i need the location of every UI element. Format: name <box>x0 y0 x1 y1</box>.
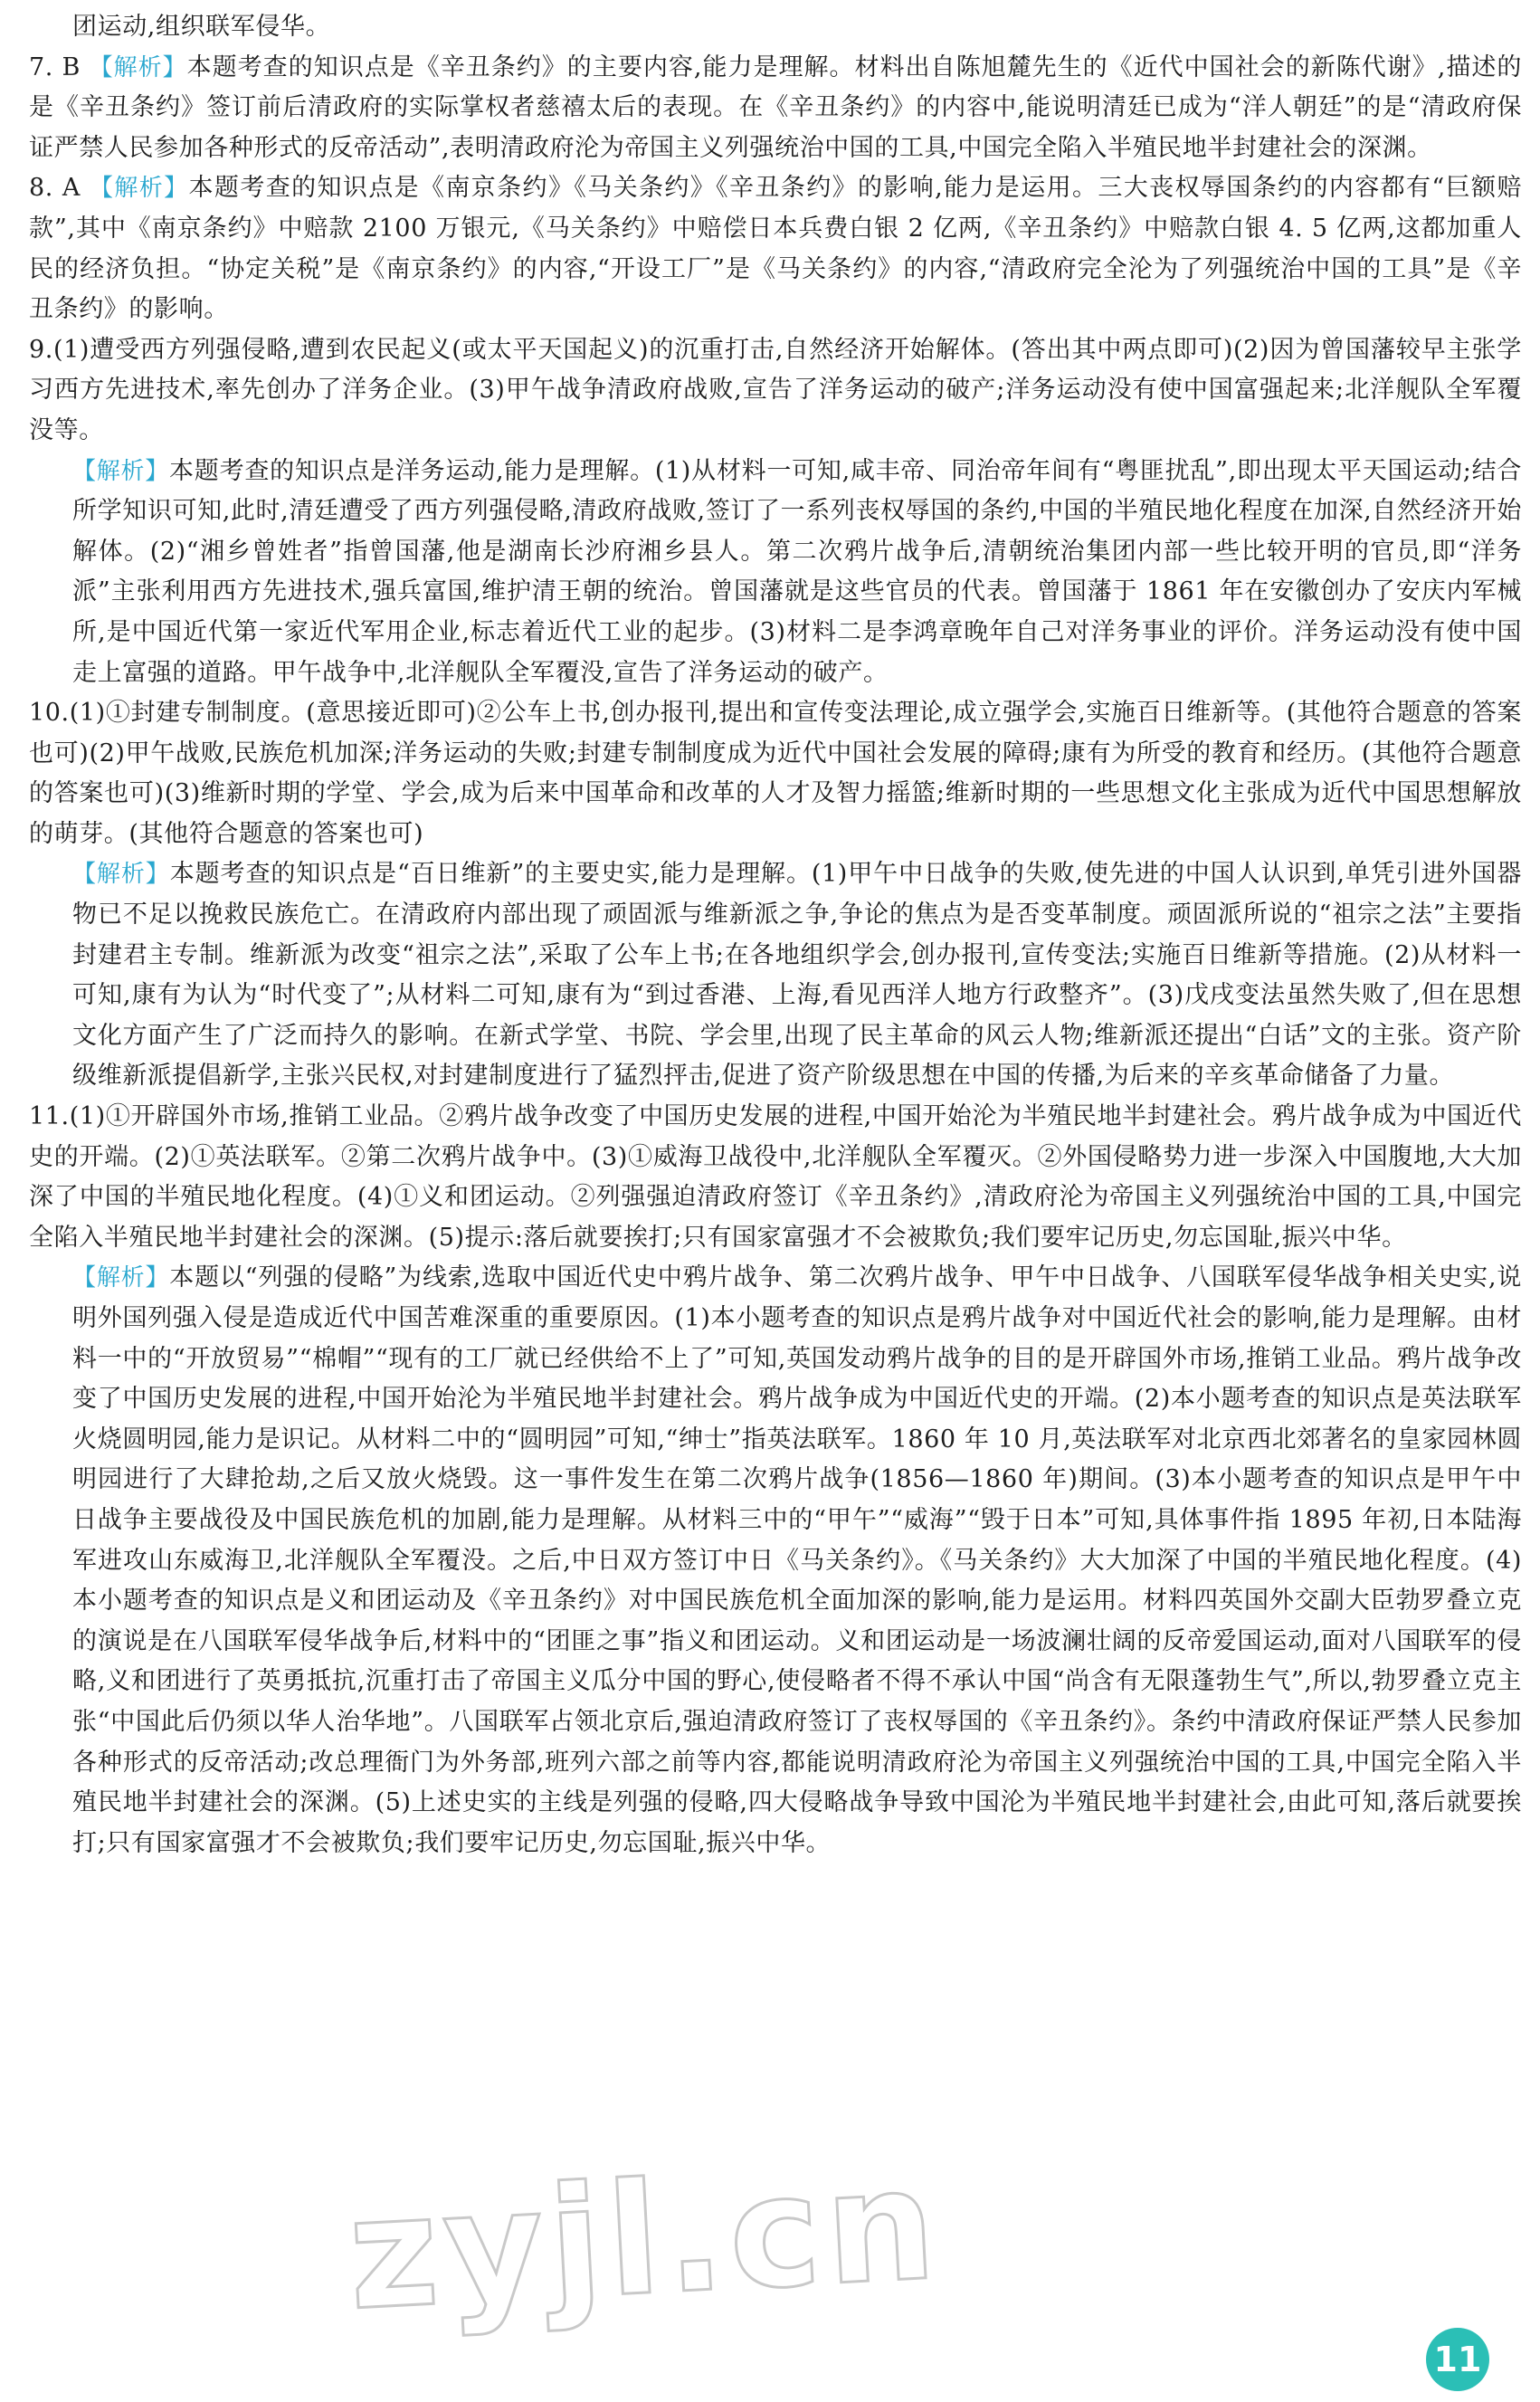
analysis-text: 本题以“列强的侵略”为线索,选取中国近代史中鸦片战争、第二次鸦片战争、甲午中日战争、八国联军侵华战争相关史实,说明外国列强入侵是造成近代中国苦难深重的重要原因。(1)本小题考查的知识点是鸦片战争对中国近代社会的影响,能力是理解。由材料一中的“开放贸易”“棉帽”“现有的工厂就已经供给不上了”可知,英国发动鸦片战争的目的是开辟国外市场,推销工业品。鸦片战争改变了中国历史发展的进程,中国开始沦为半殖民地半封建社会。鸦片战争成为中国近代史的开端。(2)本小题考查的知识点是英法联军火烧圆明园,能力是识记。从材料二中的“圆明园”可知,“绅士”指英法联军。1860 年 10 月,英法联军对北京西北郊著名的皇家园林圆明园进行了大肆抢劫,之后又放火烧毁。这一事件发生在第二次鸦片战争(1856—1860 年)期间。(3)本小题考查的知识点是甲午中日战争主要战役及中国民族危机的加剧,能力是理解。从材料三中的“甲午”“威海”“毁于日本”可知,具体事件指 1895 年初,日本陆海军进攻山东威海卫,北洋舰队全军覆没。之后,中日双方签订中日《马关条约》。《马关条约》大大加深了中国的半殖民地化程度。(4)本小题考查的知识点是义和团运动及《辛丑条约》对中国民族危机全面加深的影响,能力是运用。材料四英国外交副大臣勃罗叠立克的演说是在八国联军侵华战争后,材料中的“团匪之事”指义和团运动。义和团运动是一场波澜壮阔的反帝爱国运动,面对八国联军的侵略,义和团进行了英勇抵抗,沉重打击了帝国主义瓜分中国的野心,使侵略者不得不承认中国“尚含有无限蓬勃生气”,所以,勃罗叠立克主张“中国此后仍须以华人治华地”。八国联军占领北京后,强迫清政府签订了丧权辱国的《辛丑条约》。条约中清政府保证严禁人民参加各种形式的反帝活动;改总理衙门为外务部,班列六部之前等内容,都能说明清政府沦为帝国主义列强统治中国的工具,中国完全陷入半殖民地半封建社会的深渊。(5)上述史实的主线是列强的侵略,四大侵略战争导致中国沦为半殖民地半封建社会,由此可知,落后就要挨打;只有国家富强才不会被欺负;我们要牢记历史,勿忘国耻,振兴中华。 <box>72 1263 1522 1857</box>
question-number: 9. <box>29 335 53 364</box>
analysis-text: 本题考查的知识点是《辛丑条约》的主要内容,能力是理解。材料出自陈旭麓先生的《近代中国社会的新陈代谢》,描述的是《辛丑条约》签订前后清政府的实际掌权者慈禧太后的表现。在《辛丑条约》的内容中,能说明清廷已成为“洋人朝廷”的是“清政府保证严禁人民参加各种形式的反帝活动”,表明清政府沦为帝国主义列强统治中国的工具,中国完全陷入半殖民地半封建社会的深渊。 <box>29 52 1522 162</box>
answer-text: (1)①开辟国外市场,推销工业品。②鸦片战争改变了中国历史发展的进程,中国开始沦为半殖民地半封建社会。鸦片战争成为中国近代史的开端。(2)①英法联军。②第二次鸦片战争中。(3)①威海卫战役中,北洋舰队全军覆灭。②外国侵略势力进一步深入中国腹地,大大加深了中国的半殖民地化程度。(4)①义和团运动。②列强强迫清政府签订《辛丑条约》,清政府沦为帝国主义列强统治中国的工具,中国完全陷入半殖民地半封建社会的深渊。(5)提示:落后就要挨打;只有国家富强才不会被欺负;我们要牢记历史,勿忘国耻,振兴中华。 <box>29 1102 1522 1252</box>
question-number: 8. A <box>29 174 81 203</box>
analysis-q9 <box>29 452 1522 694</box>
analysis-label: 【解析】 <box>90 175 189 203</box>
analysis-text: 本题考查的知识点是《南京条约》《马关条约》《辛丑条约》的影响,能力是运用。三大丧权辱国条约的内容都有“巨额赔款”,其中《南京条约》中赔款 2100 万银元,《马关条约》中赔偿日本兵费白银 2 亿两,《辛丑条约》中赔款白银 4. 5 亿两,这都加重人民的经济负担。“协定关税”是《南京条约》的内容,“开设工厂”是《马关条约》的内容,“清政府完全沦为了列强统治中国的工具”是《辛丑条约》的影响。 <box>29 174 1522 324</box>
analysis-q10 <box>29 854 1522 1097</box>
answer-content <box>29 7 1522 1863</box>
answer-q9 <box>29 330 1522 452</box>
question-number: 10. <box>29 699 70 728</box>
answer-text: (1)遭受西方列强侵略,遭到农民起义(或太平天国起义)的沉重打击,自然经济开始解体。(答出其中两点即可)(2)因为曾国藩较早主张学习西方先进技术,率先创办了洋务企业。(3)甲午战争清政府战败,宣告了洋务运动的破产;洋务运动没有使中国富强起来;北洋舰队全军覆没等。 <box>29 335 1522 444</box>
analysis-text: 本题考查的知识点是“百日维新”的主要史实,能力是理解。(1)甲午中日战争的失败,使先进的中国人认识到,单凭引进外国器物已不足以挽救民族危亡。在清政府内部出现了顽固派与维新派之争,争论的焦点为是否变革制度。顽固派所说的“祖宗之法”主要指封建君主专制。维新派为改变“祖宗之法”,采取了公车上书;在各地组织学会,创办报刊,宣传变法;实施百日维新等措施。(2)从材料一可知,康有为认为“时代变了”;从材料二可知,康有为“到过香港、上海,看见西洋人地方行政整齐”。(3)戊戌变法虽然失败了,但在思想文化方面产生了广泛而持久的影响。在新式学堂、书院、学会里,出现了民主革命的风云人物;维新派还提出“白话”文的主张。资产阶级维新派提倡新学,主张兴民权,对封建制度进行了猛烈抨击,促进了资产阶级思想在中国的传播,为后来的辛亥革命储备了力量。 <box>72 860 1522 1091</box>
answer-q10 <box>29 693 1522 854</box>
previous-answer-tail: 团运动,组织联军侵华。 <box>72 13 331 41</box>
question-number: 11. <box>29 1102 70 1131</box>
answer-q11 <box>29 1097 1522 1258</box>
page-number-badge: 11 <box>1426 2328 1489 2391</box>
analysis-label: 【解析】 <box>89 53 187 81</box>
analysis-text: 本题考查的知识点是洋务运动,能力是理解。(1)从材料一可知,咸丰帝、同治帝年间有“粤匪扰乱”,即出现太平天国运动;结合所学知识可知,此时,清廷遭受了西方列强侵略,清政府战败,签订了一系列丧权辱国的条约,中国的半殖民地化程度在加深,自然经济开始解体。(2)“湘乡曾姓者”指曾国藩,他是湖南长沙府湘乡县人。第二次鸦片战争后,清朝统治集团内部一些比较开明的官员,即“洋务派”主张利用西方先进技术,强兵富国,维护清王朝的统治。曾国藩就是这些官员的代表。曾国藩于 1861 年在安徽创办了安庆内军械所,是中国近代第一家近代军用企业,标志着近代工业的起步。(3)材料二是李鸿章晚年自己对洋务事业的评价。洋务运动没有使中国走上富强的道路。甲午战争中,北洋舰队全军覆没,宣告了洋务运动的破产。 <box>72 456 1522 687</box>
analysis-label: 【解析】 <box>72 1264 170 1292</box>
answer-text: (1)①封建专制制度。(意思接近即可)②公车上书,创办报刊,提出和宣传变法理论,成立强学会,实施百日维新等。(其他符合题意的答案也可)(2)甲午战败,民族危机加深;洋务运动的失败;封建专制制度成为近代中国社会发展的障碍;康有为所受的教育和经历。(其他符合题意的答案也可)(3)维新时期的学堂、学会,成为后来中国革命和改革的人才及智力摇篮;维新时期的一些思想文化主张成为近代中国思想解放的萌芽。(其他符合题意的答案也可) <box>29 699 1522 848</box>
analysis-label: 【解析】 <box>72 861 170 889</box>
question-number: 7. B <box>29 52 81 81</box>
answer-q8 <box>29 168 1522 329</box>
analysis-q11 <box>29 1258 1522 1863</box>
analysis-label: 【解析】 <box>72 457 170 485</box>
watermark-logo: zyjl.cn <box>344 2135 946 2345</box>
answer-q7 <box>29 48 1522 169</box>
